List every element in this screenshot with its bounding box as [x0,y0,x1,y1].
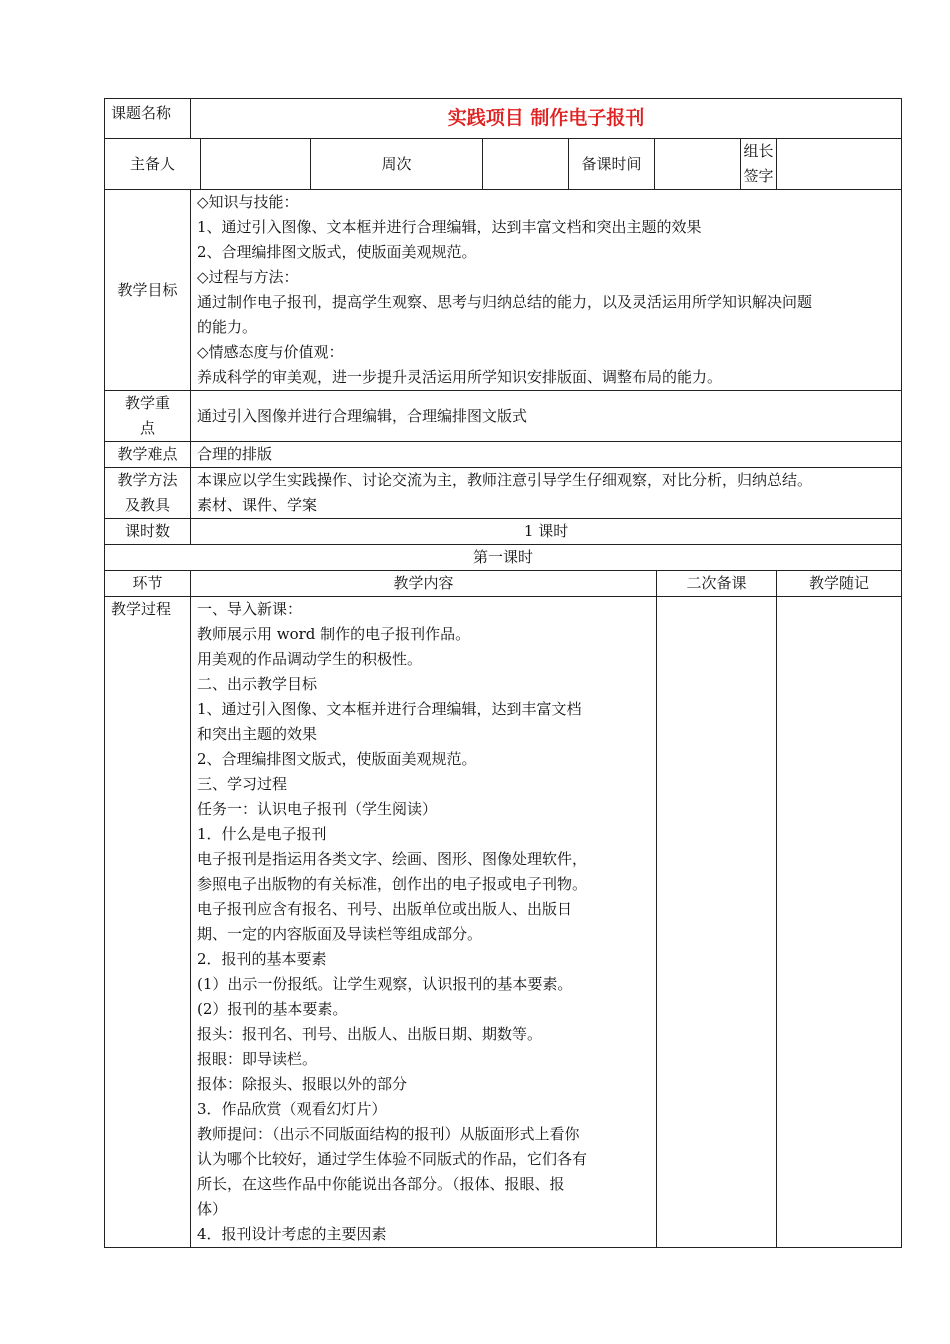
objectives-line: 2、合理编排图文版式，使版面美观规范。 [197,243,477,261]
lesson-plan-document [104,98,901,1248]
objectives-line: ◇知识与技能： [197,193,299,211]
hours-value: 1 课时 [191,519,902,545]
process-line: (1）出示一份报纸。让学生观察，认识报刊的基本要素。 [197,975,573,993]
methods-label: 教学方法 及教具 [105,468,191,519]
process-line: 报眼：即导读栏。 [197,1050,318,1068]
process-line: 报体：除报头、报眼以外的部分 [197,1075,408,1093]
process-line: 参照电子出版物的有关标准，创作出的电子报或电子刊物。 [197,875,588,893]
key-points-label: 教学重 点 [105,391,191,442]
process-line: 认为哪个比较好，通过学生体验不同版式的作品，它们各有 [197,1150,588,1168]
process-label: 教学过程 [105,597,191,1248]
column-header-second-prep: 二次备课 [657,571,777,597]
process-line: 任务一：认识电子报刊（学生阅读） [197,800,438,818]
process-line: 用美观的作品调动学生的积极性。 [197,650,423,668]
objectives-content [191,190,902,391]
column-header-content: 教学内容 [191,571,657,597]
prep-time-value [655,139,741,190]
process-line: 教师提问：（出示不同版面结构的报刊）从版面形式上看你 [197,1125,580,1143]
hours-label: 课时数 [105,519,191,545]
leader-sign-label: 组长签字 [741,139,777,190]
process-line: 报头：报刊名、刊号、出版人、出版日期、期数等。 [197,1025,543,1043]
process-content [191,597,657,1248]
leader-sign-value [777,139,902,190]
process-line: 二、出示教学目标 [197,675,318,693]
difficulty-label: 教学难点 [105,442,191,468]
process-line: 电子报刊是指运用各类文字、绘画、图形、图像处理软件， [197,850,588,868]
column-header-notes: 教学随记 [777,571,902,597]
week-label: 周次 [311,139,483,190]
preparer-value [201,139,311,190]
process-line: 期、一定的内容版面及导读栏等组成部分。 [197,925,483,943]
process-line: 所长，在这些作品中你能说出各部分。（报体、报眼、报 [197,1175,565,1193]
prep-time-label: 备课时间 [569,139,655,190]
process-line: 三、学习过程 [197,775,288,793]
process-line: 1．什么是电子报刊 [197,825,327,843]
objectives-line: ◇情感态度与价值观： [197,343,344,361]
preparer-label: 主备人 [105,139,201,190]
difficulty-value: 合理的排版 [191,442,902,468]
process-line: 2．报刊的基本要素 [197,950,327,968]
week-value [483,139,569,190]
process-line: 和突出主题的效果 [197,725,318,743]
topic-title: 实践项目 制作电子报刊 [191,99,902,139]
objectives-line: 的能力。 [197,318,258,336]
process-line: 2、合理编排图文版式，使版面美观规范。 [197,750,477,768]
process-line: (2）报刊的基本要素。 [197,1000,348,1018]
objectives-line: ◇过程与方法： [197,268,299,286]
process-line: 电子报刊应含有报名、刊号、出版单位或出版人、出版日 [197,900,573,918]
column-header-step: 环节 [105,571,191,597]
process-line: 教师展示用 word 制作的电子报刊作品。 [197,625,471,643]
process-notes [777,597,902,1248]
process-line: 一、导入新课： [197,600,303,618]
session-title: 第一课时 [105,545,902,571]
objectives-line: 通过制作电子报刊，提高学生观察、思考与归纳总结的能力，以及灵活运用所学知识解决问题 [197,293,813,311]
methods-value: 本课应以学生实践操作、讨论交流为主，教师注意引导学生仔细观察，对比分析，归纳总结。 素材、课件、学案 [191,468,902,519]
topic-label: 课题名称 [105,99,191,139]
process-second-prep [657,597,777,1248]
objectives-label: 教学目标 [105,190,191,391]
process-line: 3．作品欣赏（观看幻灯片） [197,1100,387,1118]
lesson-plan-table [104,98,902,1248]
process-line: 1、通过引入图像、文本框并进行合理编辑，达到丰富文档 [197,700,582,718]
process-line: 4．报刊设计考虑的主要因素 [197,1225,387,1243]
objectives-line: 1、通过引入图像、文本框并进行合理编辑，达到丰富文档和突出主题的效果 [197,218,702,236]
process-line: 体） [197,1200,228,1218]
key-points-value: 通过引入图像并进行合理编辑，合理编排图文版式 [191,391,902,442]
objectives-line: 养成科学的审美观，进一步提升灵活运用所学知识安排版面、调整布局的能力。 [197,368,723,386]
